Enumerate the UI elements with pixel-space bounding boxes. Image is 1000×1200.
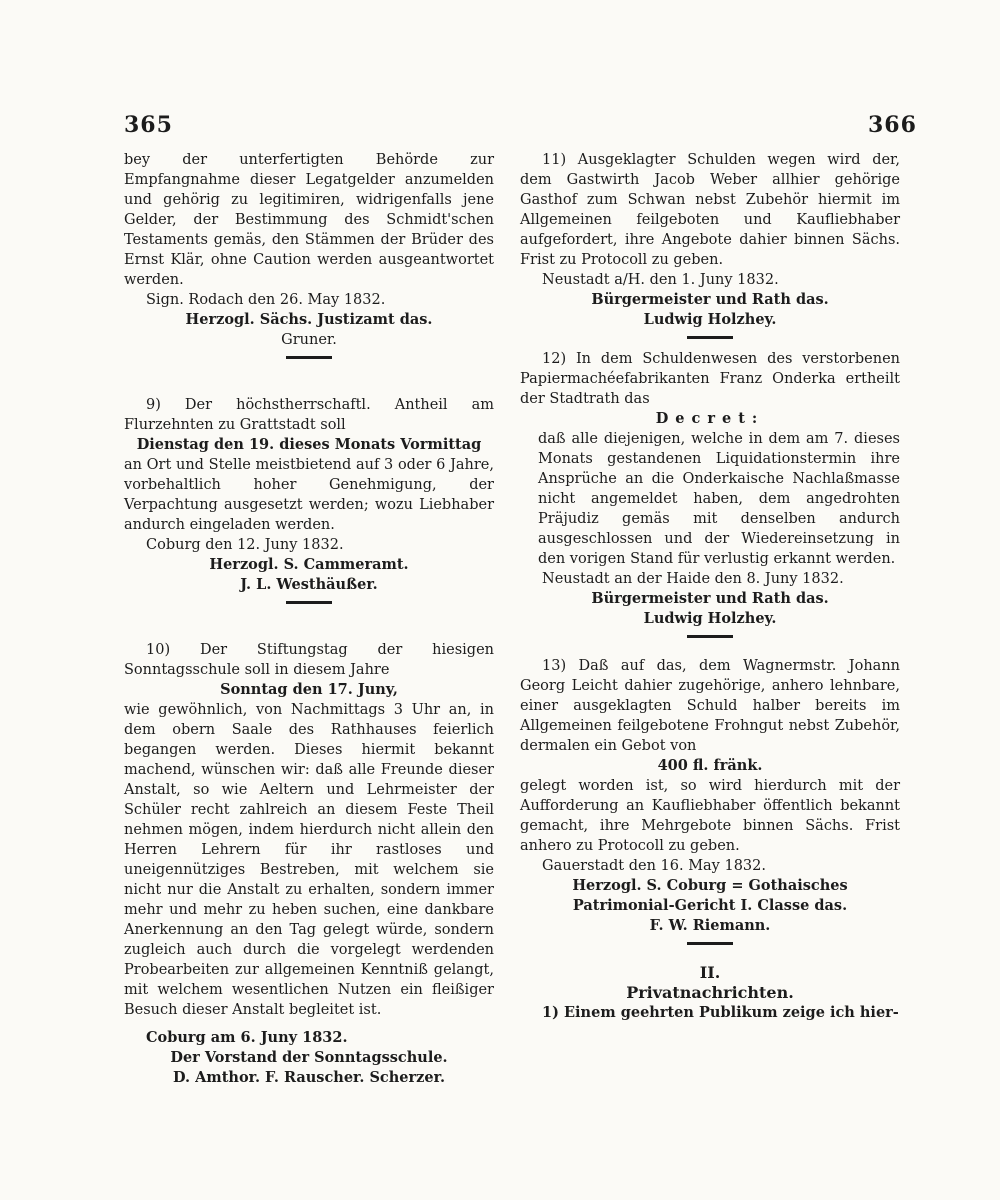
notice-10-office: Der Vorstand der Sonntagsschule.	[170, 1049, 448, 1066]
continued-notice-dateline: Sign. Rodach den 26. May 1832.	[146, 292, 386, 308]
notice-9-dateline: Coburg den 12. Juny 1832.	[146, 537, 344, 553]
notice-13-office: Herzogl. S. Coburg = Gothaisches Patrimonial-Gericht I. Classe das.	[572, 877, 848, 914]
notice-13-signer: F. W. Riemann.	[649, 917, 771, 934]
continued-notice-office: Herzogl. Sächs. Justizamt das.	[185, 311, 433, 328]
separator-rule	[286, 601, 332, 604]
notice-11-body: 11) Ausgeklagter Schulden wegen wird der, dem Gastwirth Jacob Weber allhier gehörige Gasthof zum Schwan nebst Zubehör hiermit im Allgemeinen feilgeboten und Kaufliebhaber aufgefordert, ihre Angebote dahier binnen Sächs. Frist zu Protocoll zu geben.	[520, 152, 900, 268]
section-numeral: II.	[699, 963, 721, 982]
notice-13-amount: 400 fl. fränk.	[657, 757, 763, 774]
notice-12-dateline: Neustadt an der Haide den 8. Juny 1832.	[542, 571, 844, 587]
notice-12-decree: daß alle diejenigen, welche in dem am 7. dieses Monats gestandenen Liquidationstermin ihre Ansprüche an die Onderkaische Nachlaßmasse nicht angemeldet haben, dem angedrohten Präjudiz gemäs mit denselben andurch ausgeschlossen und der Wiedereinsetzung in den vorigen Stand für verlustig erkannt werden.	[538, 431, 900, 567]
notice-10-dateline: Coburg am 6. Juny 1832.	[146, 1029, 348, 1046]
private-notice-1: 1) Einem geehrten Publikum zeige ich hier-	[542, 1004, 899, 1021]
separator-rule	[687, 942, 733, 945]
right-column	[520, 150, 900, 1023]
notice-9-date: Dienstag den 19. dieses Monats Vormittag	[136, 436, 482, 453]
notice-13-intro: 13) Daß auf das, dem Wagnermstr. Johann Georg Leicht dahier zugehörige, anhero lehnbare, einer ausgeklagten Schuld halber bereits im Allgemeinen feilgebotene Frohngut nebst Zubehör, dermalen ein Gebot von	[520, 658, 900, 754]
notice-12-signer: Ludwig Holzhey.	[643, 610, 777, 627]
continued-notice-signer: Gruner.	[281, 332, 337, 348]
notice-10-signers: D. Amthor. F. Rauscher. Scherzer.	[172, 1069, 445, 1086]
notice-9-signer: J. L. Westhäußer.	[240, 576, 378, 593]
separator-rule	[687, 635, 733, 638]
notice-13-body: gelegt worden ist, so wird hierdurch mit der Aufforderung an Kaufliebhaber öffentlich bekannt gemacht, ihre Mehrgebote binnen Sächs. Frist anhero zu Protocoll zu geben.	[520, 778, 900, 854]
notice-9-body: an Ort und Stelle meistbietend auf 3 oder 6 Jahre, vorbehaltlich hoher Genehmigung, der Verpachtung ausgesetzt werden; wozu Liebhaber andurch eingeladen werden.	[124, 457, 494, 533]
notice-12-office: Bürgermeister und Rath das.	[591, 590, 829, 607]
notice-9-intro: 9) Der höchstherrschaftl. Antheil am Flurzehnten zu Grattstadt soll	[124, 397, 494, 433]
notice-12-decree-title: Decret:	[655, 410, 765, 427]
notice-10-intro: 10) Der Stiftungstag der hiesigen Sonntagsschule soll in diesem Jahre	[124, 642, 494, 678]
notice-11-signer: Ludwig Holzhey.	[643, 311, 777, 328]
page-number-right: 366	[868, 112, 917, 138]
continued-notice-text: bey der unterfertigten Behörde zur Empfangnahme dieser Legatgelder anzumelden und gehörig zu legitimiren, widrigenfalls jene Gelder, der Bestimmung des Schmidt'schen Testaments gemäs, den Stämmen der Brüder des Ernst Klär, ohne Caution werden ausgeantwortet werden.	[124, 152, 494, 288]
notice-11-office: Bürgermeister und Rath das.	[591, 291, 829, 308]
left-column	[124, 150, 494, 1088]
separator-rule	[286, 356, 332, 359]
notice-12-intro: 12) In dem Schuldenwesen des verstorbenen Papiermachéefabrikanten Franz Onderka ertheilt der Stadtrath das	[520, 351, 900, 407]
notice-9-office: Herzogl. S. Cammeramt.	[209, 556, 409, 573]
separator-rule	[687, 336, 733, 339]
notice-10-date: Sonntag den 17. Juny,	[220, 681, 398, 698]
section-title: Privatnachrichten.	[626, 983, 794, 1002]
notice-10-body: wie gewöhnlich, von Nachmittags 3 Uhr an, in dem obern Saale des Rathhauses feierlich begangen werden. Dieses hiermit bekannt machend, wünschen wir: daß alle Freunde dieser Anstalt, so wie Aeltern und Lehrmeister der Schüler recht zahlreich an diesem Feste Theil nehmen mögen, indem hierdurch nicht allein den Herren Lehrern für ihr rastloses und uneigennütziges Bestreben, mit welchem sie nicht nur die Anstalt zu erhalten, sondern immer mehr und mehr zu heben suchen, eine dankbare Anerkennung an den Tag gelegt würde, sondern zugleich auch durch die vorgelegt werdenden Probearbeiten zur allgemeinen Kenntniß gelangt, mit welchem wesentlichen Nutzen ein fleißiger Besuch dieser Anstalt begleitet ist.	[124, 702, 494, 1018]
page-number-left: 365	[124, 112, 173, 138]
notice-11-dateline: Neustadt a/H. den 1. Juny 1832.	[542, 272, 779, 288]
notice-13-dateline: Gauerstadt den 16. May 1832.	[542, 858, 766, 874]
